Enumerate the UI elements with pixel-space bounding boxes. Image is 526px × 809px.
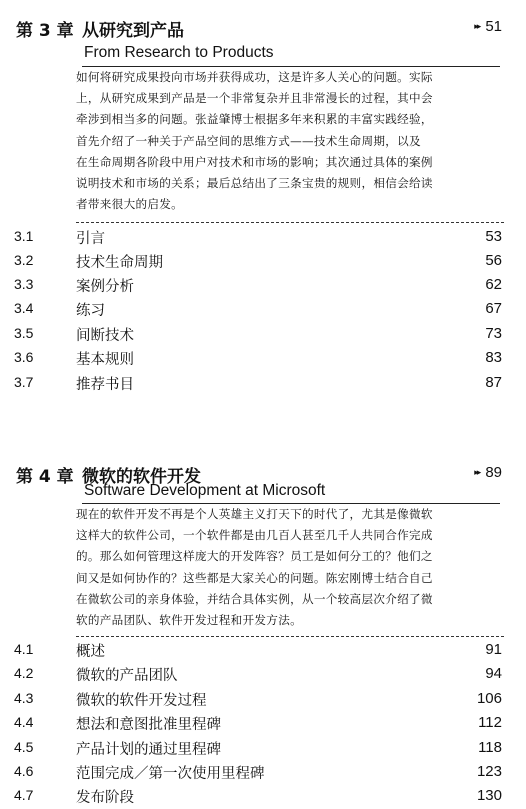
toc-entry[interactable] bbox=[0, 785, 526, 809]
chapter-title: 从研究到产品 bbox=[82, 21, 184, 41]
chapter-abstract bbox=[76, 504, 506, 631]
toc-number: 4.3 bbox=[14, 690, 34, 706]
abstract-divider bbox=[76, 636, 504, 637]
toc-number: 4.7 bbox=[14, 787, 34, 803]
toc-page: 91 bbox=[485, 641, 502, 658]
toc-label: 基本规则 bbox=[76, 352, 134, 368]
abstract-line: 上，从研究成果到产品是一个非常复杂并且非常漫长的过程，其中会 bbox=[76, 91, 433, 106]
chapter-page-number: 51 bbox=[485, 18, 502, 35]
toc-entry[interactable] bbox=[0, 712, 526, 736]
toc-number: 4.1 bbox=[14, 641, 34, 657]
toc-page: 123 bbox=[476, 763, 502, 780]
toc-page: 112 bbox=[478, 714, 502, 731]
toc-label: 推荐书目 bbox=[76, 377, 134, 393]
toc-entry[interactable] bbox=[0, 372, 526, 396]
toc-entry[interactable] bbox=[0, 639, 526, 663]
toc-number: 3.3 bbox=[14, 276, 34, 292]
toc-label: 微软的产品团队 bbox=[76, 668, 178, 684]
toc-entry[interactable] bbox=[0, 323, 526, 347]
abstract-line: 如何将研究成果投向市场并获得成功，这是许多人关心的问题。实际 bbox=[76, 70, 433, 84]
toc-page: 130 bbox=[476, 787, 502, 804]
toc-entry[interactable] bbox=[0, 688, 526, 712]
abstract-line: 的。那么如何管理这样庞大的开发阵容？员工是如何分工的？他们之 bbox=[76, 549, 433, 564]
toc-page: 94 bbox=[485, 665, 502, 682]
chapter-page-ref[interactable] bbox=[474, 18, 502, 35]
toc-number: 3.7 bbox=[14, 374, 34, 390]
abstract-line: 牵涉到相当多的问题。张益肇博士根据多年来积累的丰富实践经验， bbox=[76, 112, 433, 127]
toc-page: 67 bbox=[485, 300, 502, 317]
chapter-english-title: Software Development at Microsoft bbox=[84, 482, 326, 499]
toc-page: 56 bbox=[485, 252, 502, 269]
toc-page: 118 bbox=[478, 739, 502, 756]
toc-entry[interactable] bbox=[0, 250, 526, 274]
chapter-english-title: From Research to Products bbox=[84, 44, 274, 61]
toc-number: 3.4 bbox=[14, 300, 34, 316]
toc-entry[interactable] bbox=[0, 226, 526, 250]
toc-label: 引言 bbox=[76, 231, 105, 247]
toc-entry[interactable] bbox=[0, 347, 526, 371]
chapter-title: 微软的软件开发 bbox=[82, 467, 201, 487]
abstract-line: 在生命周期各阶段中用户对技术和市场的影响；其次通过具体的案例 bbox=[76, 154, 433, 169]
abstract-line: 这样大的软件公司，一个软件都是由几百人甚至几千人共同合作完成 bbox=[76, 528, 433, 543]
toc-number: 4.2 bbox=[14, 665, 34, 681]
chapter-page-number: 89 bbox=[485, 464, 502, 481]
toc-label: 技术生命周期 bbox=[76, 255, 163, 271]
abstract-line: 间又是如何协作的？这些都是大家关心的问题。陈宏刚博士结合自己 bbox=[76, 570, 433, 585]
toc-entry[interactable] bbox=[0, 298, 526, 322]
toc-label: 微软的软件开发过程 bbox=[76, 693, 207, 709]
toc-page: 83 bbox=[485, 349, 502, 366]
toc-entry[interactable] bbox=[0, 663, 526, 687]
toc-number: 3.6 bbox=[14, 349, 34, 365]
chapter-number: 第 4 章 bbox=[16, 467, 74, 487]
toc-number: 3.5 bbox=[14, 325, 34, 341]
abstract-line: 软的产品团队、软件开发过程和开发方法。 bbox=[76, 613, 302, 628]
toc-entry[interactable] bbox=[0, 274, 526, 298]
toc-number: 4.5 bbox=[14, 739, 34, 755]
abstract-line: 在微软公司的亲身体验，并结合具体实例，从一个较高层次介绍了微 bbox=[76, 591, 433, 606]
double-arrow-icon: ▸▸ bbox=[474, 467, 480, 477]
toc-label: 产品计划的通过里程碑 bbox=[76, 742, 221, 758]
toc-label: 想法和意图批准里程碑 bbox=[76, 717, 221, 733]
toc-page: 106 bbox=[476, 690, 502, 707]
chapter-abstract bbox=[76, 67, 506, 215]
toc-entry[interactable] bbox=[0, 761, 526, 785]
abstract-line: 首先介绍了一种关于产品空间的思维方式——技术生命周期，以及 bbox=[76, 133, 421, 148]
toc-page: 53 bbox=[485, 228, 502, 245]
toc-number: 4.4 bbox=[14, 714, 34, 730]
double-arrow-icon: ▸▸ bbox=[474, 21, 480, 31]
chapter-page-ref[interactable] bbox=[474, 464, 502, 481]
toc-page: 87 bbox=[485, 374, 502, 391]
toc-label: 发布阶段 bbox=[76, 790, 134, 806]
abstract-line: 说明技术和市场的关系；最后总结出了三条宝贵的规则，相信会给读 bbox=[76, 176, 433, 191]
toc-number: 3.2 bbox=[14, 252, 34, 268]
toc-label: 案例分析 bbox=[76, 279, 134, 295]
toc-label: 范围完成／第一次使用里程碑 bbox=[76, 766, 265, 782]
toc-number: 3.1 bbox=[14, 228, 34, 244]
abstract-divider bbox=[76, 222, 504, 223]
toc-label: 概述 bbox=[76, 644, 105, 660]
toc-entry[interactable] bbox=[0, 737, 526, 761]
toc-label: 练习 bbox=[76, 303, 105, 319]
abstract-line: 现在的软件开发不再是个人英雄主义打天下的时代了，尤其是像微软 bbox=[76, 507, 433, 521]
abstract-line: 者带来很大的启发。 bbox=[76, 197, 184, 212]
toc-page: 73 bbox=[485, 325, 502, 342]
toc-page: 62 bbox=[485, 276, 502, 293]
chapter-number: 第 3 章 bbox=[16, 21, 74, 41]
toc-number: 4.6 bbox=[14, 763, 34, 779]
toc-label: 间断技术 bbox=[76, 328, 134, 344]
